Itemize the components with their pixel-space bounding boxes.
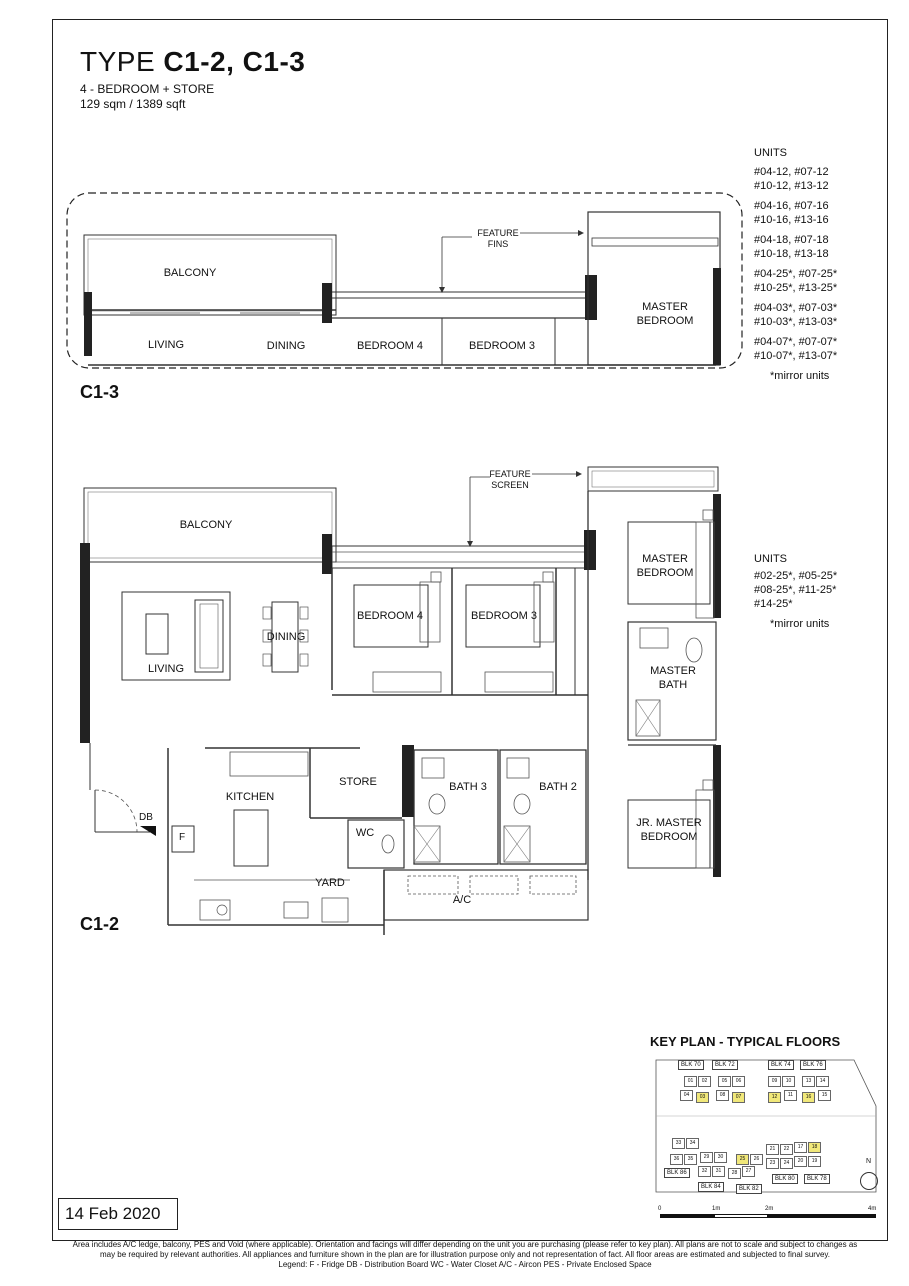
unit-02: 02	[698, 1076, 711, 1087]
c12-unit-line: #02-25*, #05-25*	[754, 570, 838, 582]
unit-28: 28	[728, 1168, 741, 1179]
c13-unit-line: #10-18, #13-18	[754, 248, 829, 260]
c12-units-heading: UNITS	[754, 553, 787, 565]
c12-yard-label: YARD	[315, 877, 345, 889]
scale-label-2m: 2m	[765, 1206, 774, 1212]
c12-bedroom4-label: BEDROOM 4	[356, 610, 423, 622]
c12-wc-label: WC	[355, 827, 375, 839]
c12-kitchen-label: KITCHEN	[225, 791, 275, 803]
unit-18: 18	[808, 1142, 821, 1153]
unit-15: 15	[818, 1090, 831, 1101]
scale-label-0: 0	[658, 1206, 662, 1212]
c13-unit-line: #04-18, #07-18	[754, 234, 829, 246]
unit-35: 35	[684, 1154, 697, 1165]
c13-unit-line: #10-16, #13-16	[754, 214, 829, 226]
unit-16: 16	[802, 1092, 815, 1103]
scale-label-1m: 1m	[712, 1206, 721, 1212]
c13-bedroom3-label: BEDROOM 3	[468, 340, 535, 352]
c13-unit-line: #04-03*, #07-03*	[754, 302, 838, 314]
unit-22: 22	[780, 1144, 793, 1155]
unit-26: 26	[750, 1154, 763, 1165]
unit-description: 4 - BEDROOM + STORE	[80, 82, 215, 96]
c13-bedroom4-label: BEDROOM 4	[356, 340, 423, 352]
c12-master-bath-label	[638, 664, 708, 692]
c13-unit-line: #10-07*, #13-07*	[754, 350, 838, 362]
c12-feature-line1: FEATURE	[489, 469, 531, 479]
c13-wall-left	[84, 292, 92, 356]
c13-feature-line2: FINS	[487, 239, 509, 249]
c12-master-line2: BEDROOM	[636, 567, 694, 579]
title-codes: C1-2, C1-3	[163, 46, 306, 77]
c13-unit-line: #04-25*, #07-25*	[754, 268, 838, 280]
unit-27: 27	[742, 1166, 755, 1177]
c12-master-line1: MASTER	[642, 553, 688, 565]
unit-08: 08	[716, 1090, 729, 1101]
c12-balcony-label: BALCONY	[179, 519, 233, 531]
c12-db-label: DB	[139, 812, 153, 823]
unit-14: 14	[816, 1076, 829, 1087]
keyplan-map	[654, 1056, 878, 1196]
unit-20: 20	[794, 1156, 807, 1167]
c13-dining-label: DINING	[266, 340, 306, 352]
c12-jr-master-line2: BEDROOM	[640, 831, 698, 843]
unit-29: 29	[700, 1152, 713, 1163]
c12-store-label: STORE	[339, 776, 377, 788]
unit-09: 09	[768, 1076, 781, 1087]
unit-10: 10	[782, 1076, 795, 1087]
c13-unit-line: #04-12, #07-12	[754, 166, 829, 178]
c13-mirror-note: *mirror units	[770, 370, 830, 382]
footer-line-1: Area includes A/C ledge, balcony, PES and Void (where applicable). Orientation and facings will differ depending on the unit you are purchasing (please refer to key plan). All plans are not to scale and subject to changes as	[72, 1240, 858, 1249]
disclaimer-footer	[40, 1240, 890, 1270]
unit-23: 23	[766, 1158, 779, 1169]
unit-30: 30	[714, 1152, 727, 1163]
c13-balcony-label: BALCONY	[163, 267, 217, 279]
north-label: N	[866, 1158, 872, 1165]
unit-03: 03	[696, 1092, 709, 1103]
c13-units-heading: UNITS	[754, 147, 787, 159]
unit-07: 07	[732, 1092, 745, 1103]
c12-bath2-label: BATH 2	[539, 781, 577, 793]
unit-04: 04	[680, 1090, 693, 1101]
c13-plan-label: C1-3	[80, 382, 120, 402]
unit-25: 25	[736, 1154, 749, 1165]
c13-master-line2: BEDROOM	[636, 315, 694, 327]
unit-05: 05	[718, 1076, 731, 1087]
keyplan-title: KEY PLAN - TYPICAL FLOORS	[650, 1034, 841, 1049]
c13-unit-line: #10-03*, #13-03*	[754, 316, 838, 328]
c12-ac-label: A/C	[452, 894, 472, 906]
c13-living-label: LIVING	[147, 339, 185, 351]
unit-34: 34	[686, 1138, 699, 1149]
block-72-label: BLK 72	[712, 1060, 738, 1070]
c12-dining-label: DINING	[266, 631, 306, 643]
date-stamp: 14 Feb 2020	[58, 1198, 178, 1230]
c13-unit-line: #04-07*, #07-07*	[754, 336, 838, 348]
footer-legend: Legend: F - Fridge DB - Distribution Board WC - Water Closet A/C - Aircon PES - Private Enclosed Space	[278, 1260, 652, 1269]
block-78-label: BLK 78	[804, 1174, 830, 1184]
c12-living-label: LIVING	[147, 663, 185, 675]
c13-feature-fins-label	[470, 228, 526, 250]
unit-01: 01	[684, 1076, 697, 1087]
block-76-label: BLK 76	[800, 1060, 826, 1070]
unit-19: 19	[808, 1156, 821, 1167]
c12-feature-screen-label	[488, 469, 532, 491]
c13-feature-line1: FEATURE	[477, 228, 519, 238]
c12-plan-label: C1-2	[80, 914, 120, 934]
block-70-label: BLK 70	[678, 1060, 704, 1070]
unit-13: 13	[802, 1076, 815, 1087]
scale-label-4m: 4m	[868, 1206, 877, 1212]
c12-feature-line2: SCREEN	[491, 480, 529, 490]
scale-bar	[660, 1214, 876, 1219]
c12-unit-line: #08-25*, #11-25*	[754, 584, 837, 596]
c13-master-bedroom-label	[630, 300, 700, 328]
c12-fridge-label: F	[178, 832, 186, 843]
north-compass-icon	[860, 1172, 878, 1190]
unit-17: 17	[794, 1142, 807, 1153]
title-prefix: TYPE	[80, 46, 156, 77]
c12-unit-line: #14-25*	[754, 598, 793, 610]
block-84-label: BLK 84	[698, 1182, 724, 1192]
unit-33: 33	[672, 1138, 685, 1149]
unit-32: 32	[698, 1166, 711, 1177]
block-82-label: BLK 82	[736, 1184, 762, 1194]
c12-jr-master-line1: JR. MASTER	[636, 817, 702, 829]
c13-unit-line: #10-25*, #13-25*	[754, 282, 838, 294]
c12-jr-master-label	[626, 816, 712, 844]
block-74-label: BLK 74	[768, 1060, 794, 1070]
unit-21: 21	[766, 1144, 779, 1155]
c13-unit-line: #04-16, #07-16	[754, 200, 829, 212]
c12-bath3-label: BATH 3	[449, 781, 487, 793]
c12-master-bath-line2: BATH	[658, 679, 688, 691]
unit-36: 36	[670, 1154, 683, 1165]
unit-11: 11	[784, 1090, 797, 1101]
c13-master-line1: MASTER	[642, 301, 688, 313]
c12-master-bath-line1: MASTER	[650, 665, 696, 677]
unit-12: 12	[768, 1092, 781, 1103]
block-86-label: BLK 86	[664, 1168, 690, 1178]
unit-area: 129 sqm / 1389 sqft	[80, 97, 186, 111]
c12-master-bedroom-label	[630, 552, 700, 580]
unit-06: 06	[732, 1076, 745, 1087]
c13-unit-line: #10-12, #13-12	[754, 180, 829, 192]
footer-line-2: may be required by relevant authorities. All appliances and furniture shown in the plan are for illustration purpose only and not representation of fact. All floor areas are estimated and subjected to final survey.	[99, 1250, 831, 1259]
block-80-label: BLK 80	[772, 1174, 798, 1184]
c12-bedroom3-label: BEDROOM 3	[470, 610, 537, 622]
unit-24: 24	[780, 1158, 793, 1169]
c12-mirror-note: *mirror units	[770, 618, 830, 630]
unit-31: 31	[712, 1166, 725, 1177]
